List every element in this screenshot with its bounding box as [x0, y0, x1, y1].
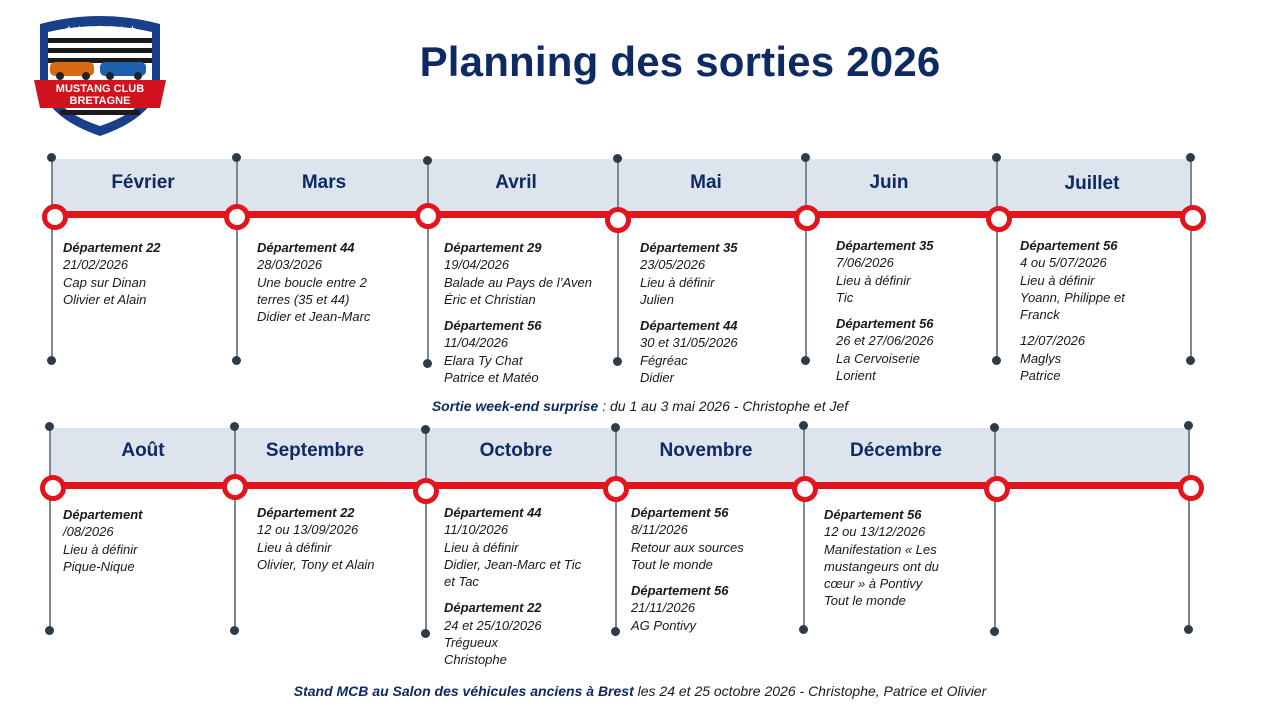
tick-dot [611, 423, 620, 432]
event-department: Département 56 [824, 507, 922, 522]
event-detail: Trégueux [444, 635, 498, 651]
event-department: Département [63, 507, 143, 522]
tick-dot [47, 153, 56, 162]
event-block [836, 237, 992, 306]
event-detail: terres (35 et 44) [257, 291, 350, 307]
month-label: Avril [495, 172, 537, 193]
event-block [1020, 237, 1180, 323]
month-label: Décembre [850, 440, 942, 461]
divider [51, 157, 53, 361]
event-detail: 26 et 27/06/2026 [836, 333, 934, 349]
timeline-node [794, 205, 820, 231]
event-detail: AG Pontivy [631, 617, 697, 633]
event-block [640, 317, 802, 386]
event-detail: Pique-Nique [63, 558, 135, 574]
event-detail: 28/03/2026 [257, 257, 323, 273]
tick-dot [1184, 625, 1193, 634]
svg-text:BRETAGNE: BRETAGNE [69, 95, 131, 107]
event-block [824, 506, 990, 610]
event-block [631, 582, 799, 634]
timeline-node [605, 207, 631, 233]
timeline-node [603, 476, 629, 502]
event-detail: Franck [1020, 307, 1060, 323]
event-block [836, 315, 992, 384]
timeline-node [42, 204, 68, 230]
tick-dot [1184, 421, 1193, 430]
divider [1188, 426, 1190, 630]
month-label: Mars [301, 172, 347, 193]
timeline-node [986, 206, 1012, 232]
event-detail: Didier, Jean-Marc et Tic [444, 556, 582, 572]
event-detail: 4 ou 5/07/2026 [1020, 255, 1107, 271]
event-detail: 12 ou 13/09/2026 [257, 522, 359, 538]
tick-dot [801, 356, 810, 365]
event-detail: Maglys [1020, 350, 1062, 366]
tick-dot [230, 422, 239, 431]
event-detail: Tout le monde [631, 556, 713, 572]
event-department: Département 29 [444, 240, 542, 255]
event-department: Département 22 [63, 240, 161, 255]
divider [1190, 157, 1192, 361]
tick-dot [421, 425, 430, 434]
month-label: Novembre [659, 440, 753, 461]
tick-dot [45, 422, 54, 431]
event-detail: Retour aux sources [631, 539, 744, 555]
divider [49, 427, 51, 631]
svg-text:MUSTANG CLUB: MUSTANG CLUB [55, 83, 145, 95]
tick-dot [232, 153, 241, 162]
tick-dot [421, 629, 430, 638]
event-block [63, 506, 228, 575]
event-department: Département 44 [257, 240, 355, 255]
month-label: Juillet [1064, 173, 1120, 194]
month-label: Août [121, 440, 165, 461]
divider [996, 157, 998, 361]
event-block [444, 317, 616, 386]
event-block [1020, 332, 1180, 384]
timeline-node [1180, 205, 1206, 231]
tick-dot [990, 627, 999, 636]
event-detail: cœur » à Pontivy [824, 576, 923, 592]
event-block [631, 504, 799, 573]
event-detail: Lieu à définir [63, 541, 138, 557]
month-label: Octobre [479, 440, 553, 461]
events-col [257, 504, 423, 582]
divider [805, 157, 807, 361]
event-detail: Lieu à définir [1020, 272, 1095, 288]
tick-dot [801, 153, 810, 162]
event-department: Département 44 [640, 318, 738, 334]
tick-dot [611, 627, 620, 636]
tick-dot [423, 359, 432, 368]
event-detail: 23/05/2026 [640, 257, 706, 273]
timeline-node [984, 476, 1010, 502]
month-label: Septembre [265, 440, 365, 461]
divider [615, 428, 617, 632]
event-detail: Éric et Christian [444, 291, 536, 307]
event-department: Département 35 [640, 240, 738, 255]
event-detail: Balade au Pays de l’Aven [444, 274, 592, 290]
divider [427, 160, 429, 364]
event-block [257, 504, 423, 573]
tick-dot [47, 356, 56, 365]
event-detail: Tout le monde [824, 593, 906, 609]
tick-dot [423, 156, 432, 165]
divider [803, 426, 805, 630]
note-row2: Stand MCB au Salon des véhicules anciens à Brest les 24 et 25 octobre 2026 - Christophe, Patrice et Olivier [293, 683, 987, 699]
event-detail: Lieu à définir [257, 539, 332, 555]
event-block [257, 239, 423, 325]
divider [234, 427, 236, 631]
divider [617, 158, 619, 362]
event-detail: 7/06/2026 [836, 255, 894, 271]
month-label: Mai [690, 172, 722, 193]
event-detail: Didier et Jean-Marc [257, 309, 371, 325]
event-detail: Lorient [836, 368, 876, 384]
event-department: Département 56 [444, 318, 542, 334]
tick-dot [992, 153, 1001, 162]
event-block [444, 239, 616, 308]
tick-dot [232, 356, 241, 365]
events-col [63, 506, 228, 584]
tick-dot [1186, 153, 1195, 162]
events-col [640, 239, 802, 395]
event-detail: /08/2026 [63, 524, 114, 540]
club-logo [30, 12, 170, 142]
tick-dot [799, 421, 808, 430]
events-col [631, 504, 799, 643]
event-detail: Julien [640, 291, 674, 307]
event-detail: Cap sur Dinan [63, 274, 147, 290]
event-detail: Olivier et Alain [63, 291, 147, 307]
event-detail: mustangeurs ont du [824, 558, 939, 574]
events-col [444, 239, 616, 395]
timeline-node [1178, 475, 1204, 501]
event-block [444, 504, 612, 590]
event-block [640, 239, 802, 308]
event-detail: Une boucle entre 2 [257, 274, 367, 290]
event-detail: Patrice [1020, 368, 1061, 384]
event-department: Département 56 [631, 583, 729, 599]
events-col [257, 239, 423, 334]
divider [994, 428, 996, 632]
event-detail: 12/07/2026 [1020, 333, 1086, 349]
event-detail: 24 et 25/10/2026 [444, 617, 542, 633]
event-detail: Manifestation « Les [824, 541, 937, 557]
timeline-node [222, 474, 248, 500]
event-detail: La Cervoiserie [836, 350, 920, 366]
tick-dot [992, 356, 1001, 365]
event-detail: Tic [836, 289, 854, 305]
divider [425, 430, 427, 634]
timeline-node [224, 204, 250, 230]
event-block [63, 239, 233, 308]
month-label: Juin [869, 172, 909, 193]
event-department: Département 56 [1020, 238, 1118, 253]
events-col [63, 239, 233, 317]
event-detail: 19/04/2026 [444, 257, 510, 273]
event-detail: 11/10/2026 [444, 522, 509, 538]
event-detail: Fégréac [640, 352, 688, 368]
event-detail: Elara Ty Chat [444, 352, 523, 368]
event-detail: 11/04/2026 [444, 335, 509, 351]
event-department: Département 56 [836, 316, 934, 332]
event-department: Département 56 [631, 505, 729, 520]
tick-dot [230, 626, 239, 635]
event-department: Département 35 [836, 238, 934, 253]
timeline-node [792, 476, 818, 502]
event-detail: 30 et 31/05/2026 [640, 335, 738, 351]
timeline-node [40, 475, 66, 501]
timeline-node [413, 478, 439, 504]
event-department: Département 44 [444, 505, 542, 520]
event-detail: Lieu à définir [444, 539, 519, 555]
event-detail: Christophe [444, 652, 507, 668]
events-col [824, 506, 990, 619]
events-col [444, 504, 612, 678]
event-detail: 8/11/2026 [631, 522, 688, 538]
event-block [444, 599, 612, 668]
event-detail: 21/11/2026 [631, 600, 696, 616]
event-detail: Lieu à définir [640, 274, 715, 290]
note-row1: Sortie week-end surprise : du 1 au 3 mai 2026 - Christophe et Jef [431, 398, 849, 414]
event-department: Département 22 [444, 600, 542, 616]
events-col [836, 237, 992, 393]
event-detail: 21/02/2026 [63, 257, 129, 273]
tick-dot [613, 154, 622, 163]
tick-dot [990, 423, 999, 432]
event-detail: Yoann, Philippe et [1020, 289, 1125, 305]
event-detail: Lieu à définir [836, 272, 911, 288]
event-detail: Olivier, Tony et Alain [257, 556, 375, 572]
events-col [1020, 237, 1180, 393]
event-detail: Didier [640, 370, 674, 386]
tick-dot [45, 626, 54, 635]
event-department: Département 22 [257, 505, 355, 520]
event-detail: Patrice et Matéo [444, 370, 539, 386]
event-detail: 12 ou 13/12/2026 [824, 524, 926, 540]
month-label: Février [111, 172, 175, 193]
page-title: Planning des sorties 2026 [419, 38, 941, 85]
tick-dot [799, 625, 808, 634]
tick-dot [1186, 356, 1195, 365]
svg-text:★ ★ ★ ★ ★ ★ ★: ★ ★ ★ ★ ★ ★ ★ [65, 24, 137, 34]
timeline-node [415, 203, 441, 229]
event-detail: et Tac [444, 574, 479, 590]
divider [236, 157, 238, 361]
